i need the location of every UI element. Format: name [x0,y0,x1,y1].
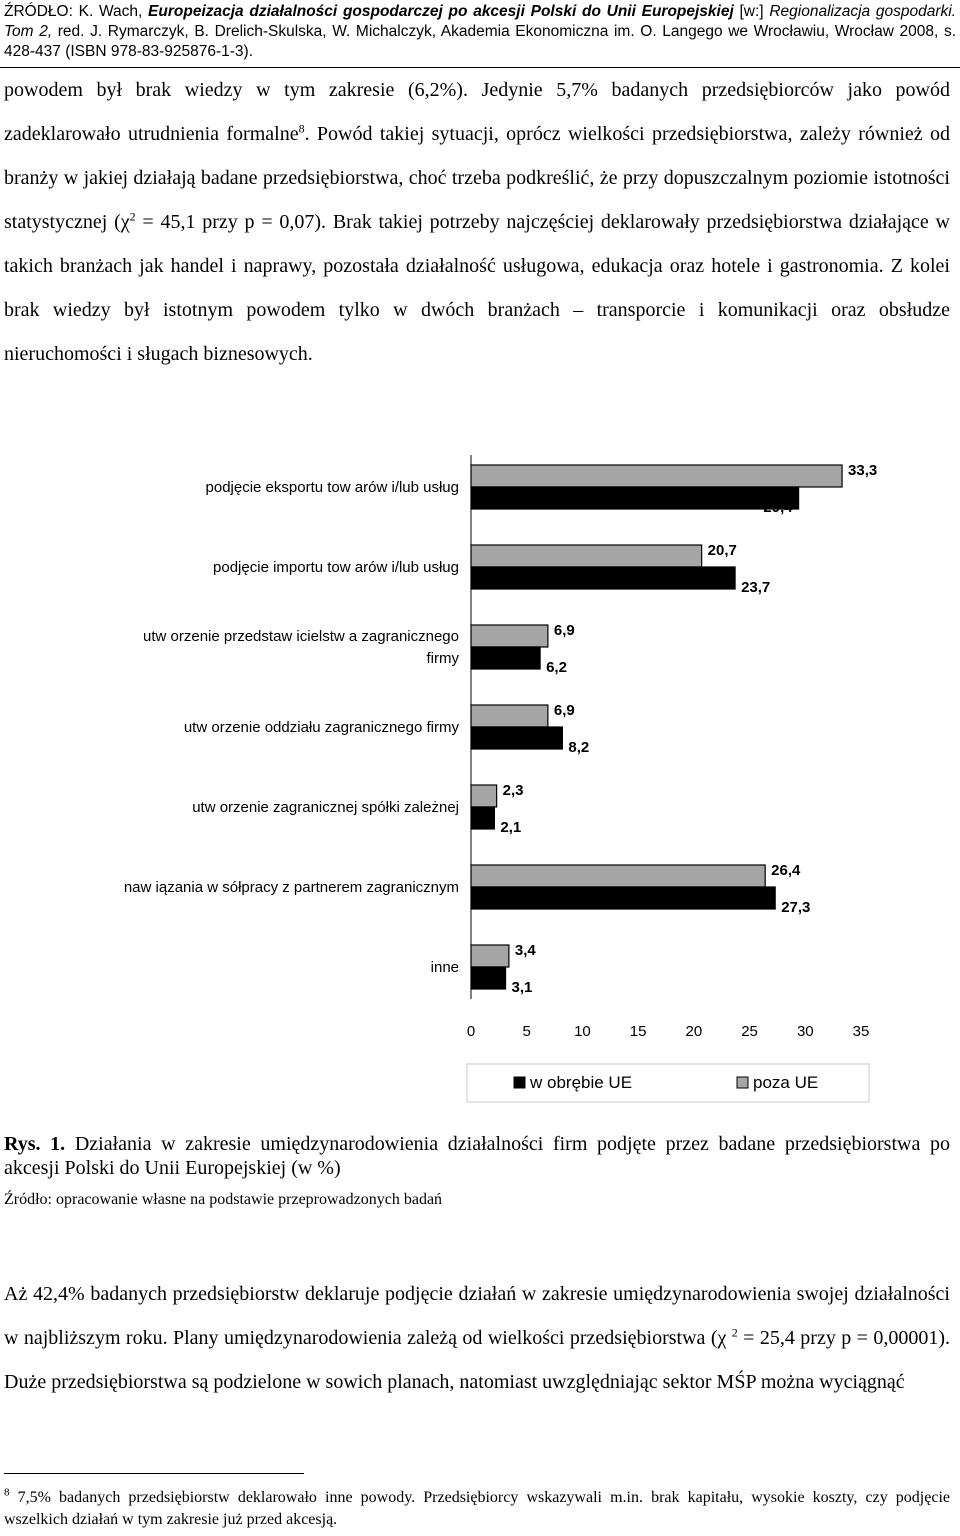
data-label: 26,4 [771,862,801,879]
bar-within-eu [471,647,540,669]
legend-label: poza UE [753,1073,819,1092]
source-citation [4,2,956,62]
category-label: firmy [426,650,459,667]
bar-within-eu [471,487,799,509]
footnote-ref: 8 [298,121,305,136]
bar-outside-eu [471,545,702,567]
x-tick-label: 5 [522,1023,531,1040]
data-label: 3,4 [514,942,536,959]
bar-within-eu [471,887,775,909]
paragraph-2-part2: = 25,4 przy p = 0,00001). Duże przedsiębiorstwa są podzielone w sowich planach, natomiast uwzględniając sektor MŚP można wyciągnąć [4,1327,950,1393]
footnote-divider [4,1473,304,1474]
source-book: Regionalizacja gospodarki. Tom 2, [4,3,956,40]
paragraph-1-part1: powodem był brak wiedzy w tym zakresie (6,2%). Jedynie 5,7% badanych przedsiębiorców jako powód zadeklarowało utrudnienia formalne [4,79,950,145]
data-label: 27,3 [781,899,811,916]
data-label: 3,1 [511,979,533,996]
bar-within-eu [471,567,735,589]
source-rest: red. J. Rymarczyk, B. Drelich-Skulska, W. Michalczyk, Akademia Ekonomiczna im. O. Langego we Wrocławiu, Wrocław 2008, s. 428-437 (ISBN 978-83-925876-1-3). [4,23,957,60]
data-label: 33,3 [848,462,878,479]
category-label: naw iązania w sółpracy z partnerem zagranicznym [123,879,459,896]
bar-within-eu [471,727,562,749]
category-label: utw orzenie oddziału zagranicznego firmy [183,719,459,736]
data-label: 2,3 [502,782,524,799]
legend-swatch [737,1077,748,1088]
footnote-text: 7,5% badanych przedsiębiorstw deklarowało inne powody. Przedsiębiorcy wskazywali m.in. brak kapitału, wysokie koszty, czy podjęcie wszelkich działań w tym zakresie już przed akcesją. [4,1489,950,1528]
bar-outside-eu [471,625,548,647]
source-label: ŹRÓDŁO: [4,3,73,20]
bar-within-eu [471,807,494,829]
legend-label: w obrębie UE [530,1073,633,1092]
category-label: inne [430,959,459,976]
x-tick-label: 20 [685,1023,703,1040]
x-tick-label: 25 [741,1023,758,1040]
x-tick-label: 10 [574,1023,591,1040]
figure-caption-text: Działania w zakresie umiędzynarodowienia działalności firm podjęte przez badane przedsiębiorstwa po akcesji Polski do Unii Europejskiej (w %) [4,1133,950,1179]
figure-caption [4,1132,950,1180]
bar-chart [0,440,960,1120]
category-label: utw orzenie przedstaw icielstw a zagranicznego [143,628,459,645]
footnote [4,1487,950,1531]
x-tick-label: 0 [466,1023,476,1040]
chi-superscript-2: 2 [731,1325,738,1340]
source-authors: K. Wach, [78,3,143,20]
source-title: Europeizacja działalności gospodarczej po akcesji Polski do Unii Europejskiej [148,3,734,20]
footnote-number: 8 [4,1486,10,1499]
data-label: 6,9 [553,622,575,639]
data-label: 2,1 [500,819,522,836]
bar-within-eu [471,967,506,989]
bar-outside-eu [471,865,765,887]
paragraph-1 [4,68,950,376]
bar-outside-eu [471,785,497,807]
figure-label: Rys. 1. [4,1133,66,1155]
data-label: 29,4 [763,499,793,516]
chi-superscript: 2 [129,209,136,224]
data-label: 6,2 [546,659,567,676]
bar-outside-eu [471,945,509,967]
x-tick-label: 30 [796,1023,814,1040]
source-in: [w:] [739,3,764,20]
bar-outside-eu [471,465,842,487]
x-tick-label: 15 [629,1023,647,1040]
data-label: 6,9 [553,702,575,719]
data-label: 8,2 [568,739,590,756]
data-label: 20,7 [707,542,737,559]
paragraph-1-part3: = 45,1 przy p = 0,07). Brak takiej potrzeby najczęściej deklarowały przedsiębiorstwa działające w takich branżach jak handel i naprawy, pozostała działalność usługowa, edukacja oraz hotele i gastronomia. Z kolei brak wiedzy był istotnym powodem tylko w dwóch branżach – transporcie i komunikacji oraz obsłudze nieruchomości i sługach biznesowych. [4,211,950,365]
category-label: podjęcie eksportu tow arów i/lub usług [205,479,459,496]
figure-source-note: Źródło: opracowanie własne na podstawie przeprowadzonych badań [4,1191,443,1208]
paragraph-1-part2: . Powód takiej sytuacji, oprócz wielkości przedsiębiorstwa, zależy również od branży w jakiej działają badane przedsiębiorstwa, choć trzeba podkreślić, że przy dopuszczalnym poziomie istotności statystycznej (χ [4,123,950,233]
data-label: 23,7 [741,579,771,596]
category-label: utw orzenie zagranicznej spółki zależnej [192,799,459,816]
paragraph-2-part1: Aż 42,4% badanych przedsiębiorstw deklaruje podjęcie działań w zakresie umiędzynarodowienia swojej działalności w najbliższym roku. Plany umiędzynarodowienia zależą od wielkości przedsiębiorstwa (χ [4,1283,950,1349]
legend-swatch [514,1077,525,1088]
x-tick-label: 35 [852,1023,870,1040]
paragraph-2 [4,1272,950,1404]
bar-outside-eu [471,705,548,727]
category-label: podjęcie importu tow arów i/lub usług [213,559,459,576]
